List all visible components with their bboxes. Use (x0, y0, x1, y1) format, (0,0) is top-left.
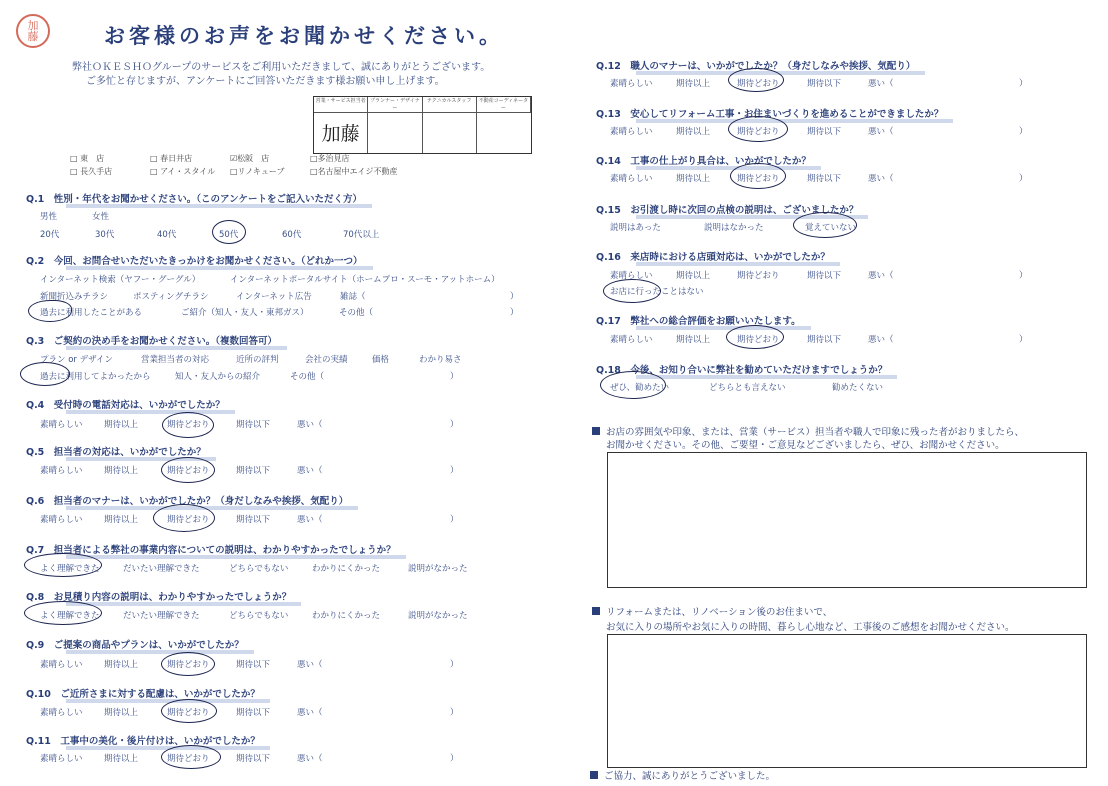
q3-option[interactable]: その他（ (290, 372, 325, 382)
rating-above[interactable]: 期待以上 (676, 335, 711, 345)
rating-as-expected[interactable]: 期待どおり (167, 708, 210, 718)
rating-bad[interactable]: 悪い（ (868, 79, 894, 89)
q3-label: Q.3 ご契約の決め手をお聞かせください。（複数回答可） (26, 333, 277, 347)
store-option[interactable]: □ 東 店 (70, 154, 105, 163)
rating-excellent[interactable]: 素晴らしい (610, 79, 653, 89)
comment1-textarea[interactable] (607, 452, 1087, 588)
rating-excellent[interactable]: 素晴らしい (40, 466, 83, 476)
rating-bad[interactable]: 悪い（ (297, 708, 323, 718)
answer-circle (162, 412, 214, 438)
clarity-none[interactable]: 説明がなかった (408, 611, 468, 621)
rating-below[interactable]: 期待以下 (236, 515, 271, 525)
store-option[interactable]: □ 長久手店 (70, 167, 113, 176)
intro-line-2: ご多忙と存じますが、アンケートにご回答いただきます様お願い申し上げます。 (86, 76, 445, 87)
staff-header-planner: プランナー・デザイナー (368, 97, 422, 113)
rating-excellent[interactable]: 素晴らしい (40, 420, 83, 430)
q15-option[interactable]: 説明はあった (610, 223, 661, 233)
rating-as-expected[interactable]: 期待どおり (167, 420, 210, 430)
q2-option[interactable]: 新聞折込みチラシ (40, 292, 109, 302)
rating-below[interactable]: 期待以下 (807, 335, 842, 345)
q2-option[interactable]: 過去に利用したことがある (40, 308, 143, 318)
staff-handwritten-name: 加藤 (314, 113, 368, 153)
rating-below[interactable]: 期待以下 (236, 660, 271, 670)
rating-below[interactable]: 期待以下 (236, 754, 271, 764)
q2-label: Q.2 今回、お問合せいただいたきっかけをお聞かせください。（どれか一つ） (26, 253, 363, 267)
answer-circle (28, 300, 72, 322)
answer-circle (600, 371, 666, 399)
answer-circle (24, 553, 102, 577)
rating-above[interactable]: 期待以上 (676, 79, 711, 89)
answer-circle (24, 601, 102, 625)
store-option[interactable]: □リノキューブ (230, 167, 285, 176)
q3-option[interactable]: 知人・友人からの紹介 (175, 372, 261, 382)
q1-label: Q.1 性別・年代をお聞かせください。（このアンケートをご記入いただく方） (26, 191, 362, 205)
answer-circle (726, 325, 784, 349)
intro-line-1: 弊社ＯＫＥＳＨＯグループのサービスをご利用いただきまして、誠にありがとうございます。 (72, 62, 491, 73)
q3-option[interactable]: 価格 (372, 355, 390, 365)
q1-gender-male[interactable]: 男性 (40, 212, 58, 222)
rating-as-expected[interactable]: 期待どおり (167, 466, 210, 476)
rating-above[interactable]: 期待以上 (104, 754, 139, 764)
page-title: お客様のお声をお聞かせください。 (104, 24, 504, 48)
comment2-prompt-line-2: お気に入りの場所やお気に入りの時間、暮らし心地など、工事後のご感想をお聞かせください。 (606, 622, 1015, 633)
q15-option[interactable]: 覚えていない (805, 223, 857, 233)
q1-age-40[interactable]: 40代 (157, 230, 177, 240)
staff-header-sales: 営業・サービス担当者 (314, 97, 368, 113)
answer-circle (161, 652, 215, 676)
comment2-prompt-line-1: リフォームまたは、リノベーション後のお住まいで、 (592, 604, 832, 618)
bullet-square-icon (590, 771, 598, 779)
q3-paren: ） (450, 372, 459, 382)
rating-above[interactable]: 期待以上 (104, 708, 139, 718)
rating-above[interactable]: 期待以上 (104, 420, 139, 430)
q17-label: Q.17 弊社への総合評価をお願いいたします。 (596, 313, 801, 327)
bullet-square-icon (592, 607, 600, 615)
answer-circle (728, 116, 788, 142)
rating-above[interactable]: 期待以上 (676, 271, 711, 281)
answer-circle (20, 362, 70, 386)
rating-above[interactable]: 期待以上 (104, 660, 139, 670)
answer-circle (161, 457, 215, 483)
store-option[interactable]: ☑松阪 店 (230, 154, 270, 163)
rating-paren: ） (1019, 271, 1028, 281)
staff-cell-empty (477, 113, 531, 153)
rating-excellent[interactable]: 素晴らしい (610, 174, 653, 184)
q3-option[interactable]: 会社の実績 (305, 355, 348, 365)
rating-as-expected[interactable]: 期待どおり (167, 754, 210, 764)
q18-option[interactable]: ぜひ、勧めたい (610, 383, 670, 393)
rating-paren: ） (450, 420, 459, 430)
rating-bad[interactable]: 悪い（ (868, 335, 894, 345)
answer-circle (730, 163, 786, 189)
rating-as-expected[interactable]: 期待どおり (737, 174, 780, 184)
rating-excellent[interactable]: 素晴らしい (40, 515, 83, 525)
rating-bad[interactable]: 悪い（ (297, 515, 323, 525)
rating-bad[interactable]: 悪い（ (297, 660, 323, 670)
q8-label: Q.8 お見積り内容の説明は、わかりやすかったでしょうか？ (26, 589, 291, 603)
rating-paren: ） (1019, 335, 1028, 345)
q2-option[interactable]: インターネット広告 (236, 292, 312, 302)
q18-label: Q.18 今後、お知り合いに弊社を勧めていただけますでしょうか？ (596, 362, 887, 376)
q2-option[interactable]: 雑誌（ (340, 292, 366, 302)
q9-label: Q.9 ご提案の商品やプランは、いかがでしたか？ (26, 637, 244, 651)
rating-bad[interactable]: 悪い（ (868, 127, 894, 137)
rating-as-expected[interactable]: 期待どおり (167, 660, 210, 670)
rating-excellent[interactable]: 素晴らしい (610, 127, 653, 137)
rating-as-expected[interactable]: 期待どおり (737, 271, 780, 281)
q2-option[interactable]: ご紹介（知人・友人・東邦ガス） (181, 308, 309, 318)
comment2-textarea[interactable] (607, 634, 1087, 768)
q3-option[interactable]: 営業担当者の対応 (141, 355, 210, 365)
rating-paren: ） (1019, 79, 1028, 89)
answer-circle (728, 68, 784, 92)
answer-circle (153, 504, 215, 532)
q2-option[interactable]: インターネットポータルサイト（ホームプロ・スーモ・アットホーム） (230, 275, 500, 285)
rating-bad[interactable]: 悪い（ (868, 174, 894, 184)
staff-table (313, 96, 532, 154)
rating-excellent[interactable]: 素晴らしい (40, 754, 83, 764)
q16-never-visited[interactable]: お店に行ったことはない (610, 287, 704, 297)
answer-circle (793, 212, 857, 238)
q2-paren: ） (510, 308, 519, 318)
q14-label: Q.14 工事の仕上がり具合は、いかがでしたか？ (596, 153, 811, 167)
rating-below[interactable]: 期待以下 (807, 271, 842, 281)
rating-paren: ） (450, 754, 459, 764)
q3-option[interactable]: 過去に利用してよかったから (40, 372, 151, 382)
q1-age-60[interactable]: 60代 (282, 230, 302, 240)
q15-option[interactable]: 説明はなかった (704, 223, 764, 233)
clarity-none[interactable]: 説明がなかった (408, 564, 468, 574)
q1-age-70[interactable]: 70代以上 (343, 230, 380, 240)
answer-circle (212, 220, 246, 244)
q1-age-50[interactable]: 50代 (219, 230, 239, 240)
rating-above[interactable]: 期待以上 (676, 127, 711, 137)
q11-label: Q.11 工事中の美化・後片付けは、いかがでしたか？ (26, 733, 260, 747)
rating-bad[interactable]: 悪い（ (297, 466, 323, 476)
q2-option[interactable]: インターネット検索（ヤフー・グーグル） (40, 275, 201, 285)
footer-thanks: ご協力、誠にありがとうございました。 (590, 768, 775, 782)
rating-excellent[interactable]: 素晴らしい (610, 335, 653, 345)
rating-below[interactable]: 期待以下 (236, 420, 271, 430)
rating-as-expected[interactable]: 期待どおり (167, 515, 210, 525)
staff-cell-empty (368, 113, 422, 153)
rating-bad[interactable]: 悪い（ (297, 754, 323, 764)
staff-header-technical: テクニカルスタッフ (423, 97, 477, 113)
rating-excellent[interactable]: 素晴らしい (40, 708, 83, 718)
answer-circle (161, 699, 217, 723)
comment1-prompt-line-2: お聞かせください。その他、ご要望・ご意見などございましたら、ぜひ、お聞かせください。 (606, 440, 1005, 451)
q2-paren: ） (510, 292, 519, 302)
q12-label: Q.12 職人のマナーは、いかがでしたか？（身だしなみや挨拶、気配り） (596, 58, 915, 72)
rating-below[interactable]: 期待以下 (807, 127, 842, 137)
rating-paren: ） (1019, 174, 1028, 184)
store-option[interactable]: □ 春日井店 (150, 154, 193, 163)
rating-as-expected[interactable]: 期待どおり (737, 79, 780, 89)
rating-paren: ） (450, 708, 459, 718)
q18-option[interactable]: 勧めたくない (832, 383, 884, 393)
clarity-mostly[interactable]: だいたい理解できた (123, 611, 200, 621)
answer-circle (161, 745, 221, 769)
rating-paren: ） (1019, 127, 1028, 137)
rating-above[interactable]: 期待以上 (104, 515, 139, 525)
q2-option[interactable]: その他（ (339, 308, 374, 318)
rating-paren: ） (450, 660, 459, 670)
answer-circle (603, 279, 661, 303)
q3-option[interactable]: わかり易さ (419, 355, 462, 365)
store-option[interactable]: □多治見店 (310, 154, 350, 163)
rating-excellent[interactable]: 素晴らしい (610, 271, 653, 281)
clarity-unclear[interactable]: わかりにくかった (312, 611, 381, 621)
q5-label: Q.5 担当者の対応は、いかがでしたか？ (26, 444, 206, 458)
q10-label: Q.10 ご近所さまに対する配慮は、いかがでしたか？ (26, 686, 260, 700)
rating-above[interactable]: 期待以上 (104, 466, 139, 476)
store-option[interactable]: □名古屋中エイジ不動産 (310, 167, 398, 176)
q15-label: Q.15 お引渡し時に次回の点検の説明は、ございましたか？ (596, 202, 858, 216)
q13-label: Q.13 安心してリフォーム工事・お住まいづくりを進めることができましたか？ (596, 106, 943, 120)
clarity-neutral[interactable]: どちらでもない (229, 564, 289, 574)
rating-as-expected[interactable]: 期待どおり (737, 127, 780, 137)
rating-bad[interactable]: 悪い（ (297, 420, 323, 430)
rating-above[interactable]: 期待以上 (676, 174, 711, 184)
clarity-mostly[interactable]: だいたい理解できた (123, 564, 200, 574)
q16-label: Q.16 来店時における店頭対応は、いかがでしたか？ (596, 249, 830, 263)
rating-paren: ） (450, 515, 459, 525)
q6-label: Q.6 担当者のマナーは、いかがでしたか？（身だしなみや挨拶、気配り） (26, 493, 348, 507)
store-checklist (70, 153, 420, 177)
clarity-clear[interactable]: よく理解できた (40, 611, 100, 621)
rating-paren: ） (450, 466, 459, 476)
clarity-neutral[interactable]: どちらでもない (229, 611, 289, 621)
q1-age-20[interactable]: 20代 (40, 230, 60, 240)
q3-option[interactable]: 近所の評判 (236, 355, 279, 365)
q7-label: Q.7 担当者による弊社の事業内容についての説明は、わかりやすかったでしょうか？ (26, 542, 396, 556)
clarity-clear[interactable]: よく理解できた (40, 564, 100, 574)
rating-below[interactable]: 期待以下 (236, 708, 271, 718)
clarity-unclear[interactable]: わかりにくかった (312, 564, 381, 574)
q1-age-30[interactable]: 30代 (95, 230, 115, 240)
rating-below[interactable]: 期待以下 (807, 79, 842, 89)
store-option[interactable]: □ アイ・スタイル (150, 167, 216, 176)
rating-bad[interactable]: 悪い（ (868, 271, 894, 281)
staff-header-realestate: 不動産コーディネーター (477, 97, 531, 113)
q18-option[interactable]: どちらとも言えない (709, 383, 786, 393)
rating-below[interactable]: 期待以下 (807, 174, 842, 184)
bullet-square-icon (592, 427, 600, 435)
q1-gender-female[interactable]: 女性 (92, 212, 110, 222)
q4-label: Q.4 受付時の電話対応は、いかがでしたか？ (26, 397, 225, 411)
rating-as-expected[interactable]: 期待どおり (737, 335, 780, 345)
q3-option[interactable]: プラン or デザイン (40, 355, 114, 365)
comment1-prompt-line-1: お店の雰囲気や印象、または、営業（サービス）担当者や職人で印象に残った者がおりましたら、 (592, 424, 1024, 438)
rating-below[interactable]: 期待以下 (236, 466, 271, 476)
rating-excellent[interactable]: 素晴らしい (40, 660, 83, 670)
staff-cell-empty (423, 113, 477, 153)
seal-stamp: 加 藤 (16, 14, 50, 48)
q2-option[interactable]: ポスティングチラシ (133, 292, 209, 302)
